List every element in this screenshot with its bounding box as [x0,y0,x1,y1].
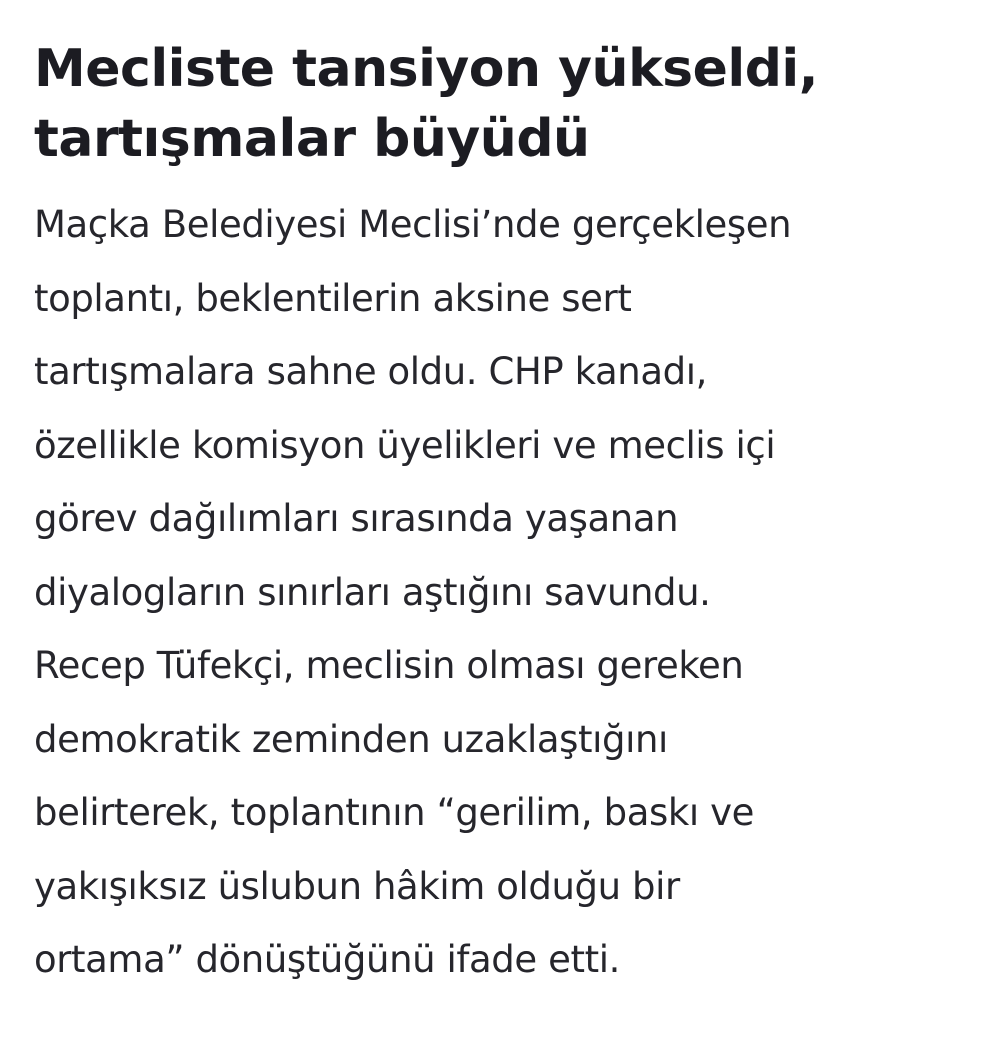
body-line: görev dağılımları sırasında yaşanan [34,497,679,540]
body-line: özellikle komisyon üyelikleri ve meclis içi [34,423,776,467]
body-line: tartışmalara sahne oldu. CHP kanadı, [34,350,707,393]
headline-line: tartışmalar büyüdü [34,109,590,169]
article-headline [34,34,974,174]
body-line: yakışıksız üslubun hâkim olduğu bir [34,864,680,908]
headline-line: Mecliste tansiyon yükseldi, [34,39,818,99]
article-body [34,188,974,997]
news-article [34,34,974,997]
body-line: demokratik zeminden uzaklaştığını [34,717,668,761]
body-line: Maçka Belediyesi Meclisi’nde gerçekleşen [34,203,792,246]
body-line: Recep Tüfekçi, meclisin olması gereken [34,644,744,687]
body-line: ortama” dönüştüğünü ifade etti. [34,938,620,981]
body-line: diyalogların sınırları aştığını savundu. [34,570,711,614]
body-line: toplantı, beklentilerin aksine sert [34,276,632,320]
body-line: belirterek, toplantının “gerilim, baskı ve [34,791,754,834]
